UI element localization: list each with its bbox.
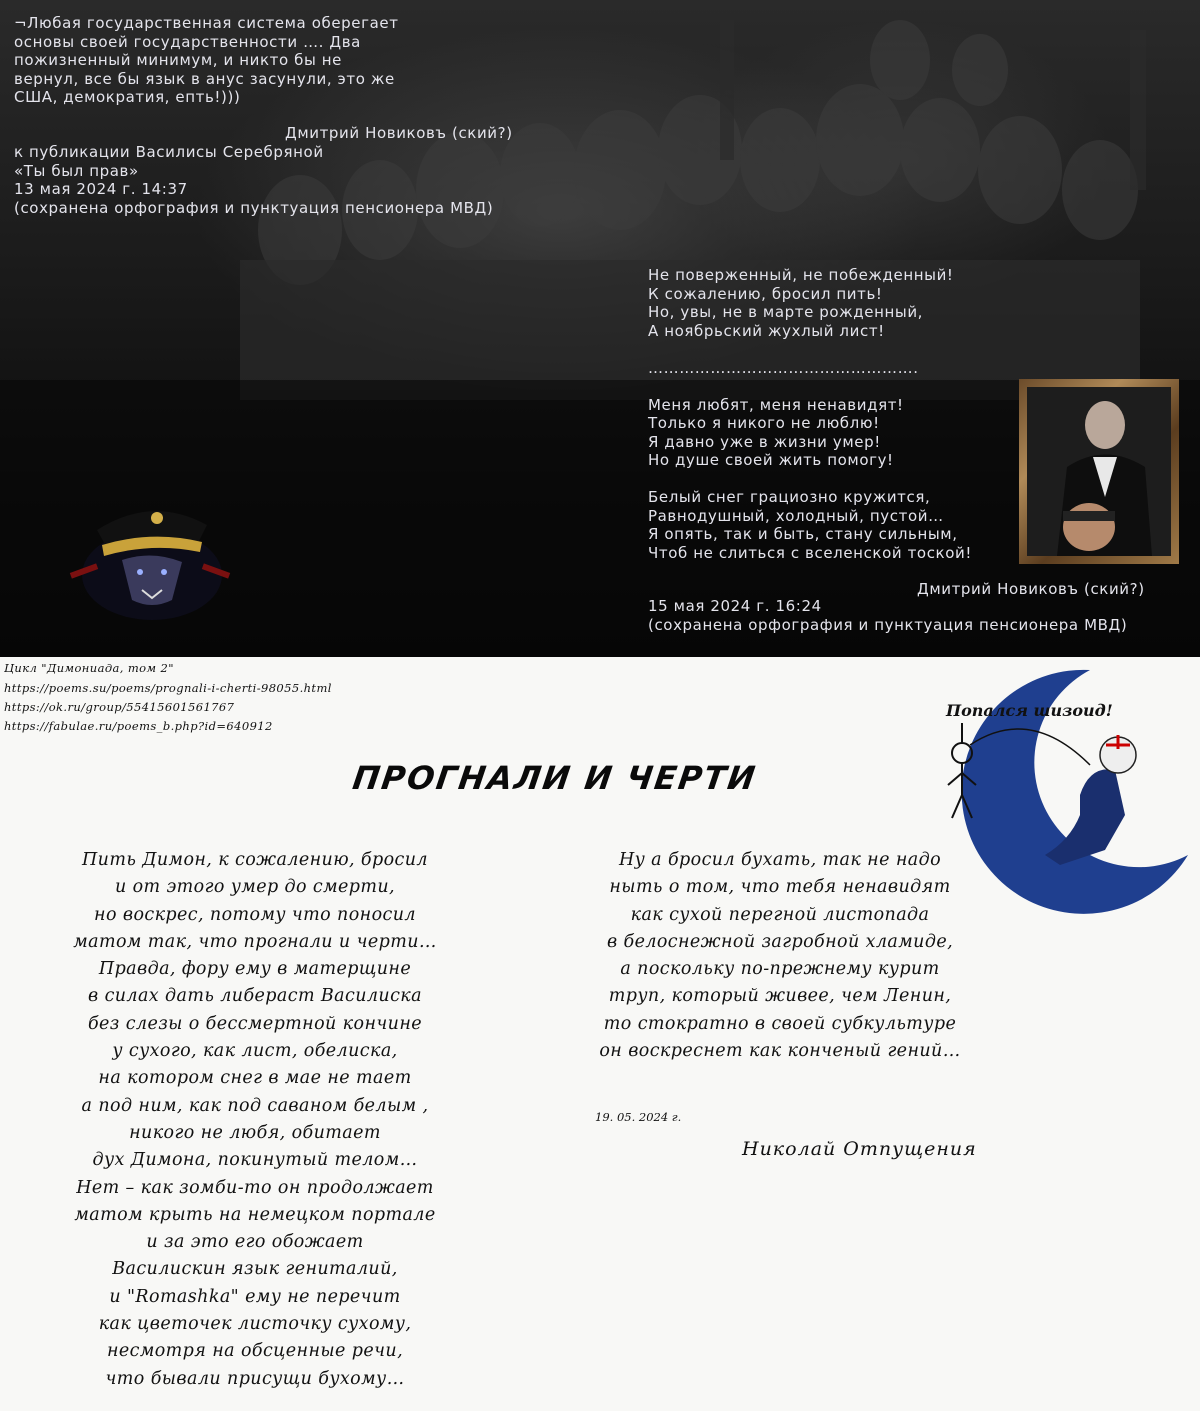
dark-banner xyxy=(0,0,1200,657)
poem-line: ныть о том, что тебя ненавидят xyxy=(609,877,951,898)
poem-line: то стократно в своей субкультуре xyxy=(603,1013,957,1034)
poem-line: но воскрес, потому что поносил xyxy=(94,904,416,925)
poem-line: Ну а бросил бухать, так не надо xyxy=(618,850,942,870)
framed-portrait-icon xyxy=(1019,379,1179,564)
poem-line: а поскольку по-прежнему курит xyxy=(620,959,940,980)
poem-line: дух Димона, покинутый телом… xyxy=(92,1150,418,1171)
poem-line: матом крыть на немецком портале xyxy=(74,1204,436,1225)
poem-line: никого не любя, обитает xyxy=(129,1122,381,1143)
poem-line: и за это его обожает xyxy=(146,1232,364,1253)
poem-line: несмотря на обсценные речи, xyxy=(106,1341,404,1362)
poem-line: Василискин язык гениталий, xyxy=(112,1259,398,1280)
poem-line: как цветочек листочку сухому, xyxy=(98,1314,412,1335)
poem-title: ПРОГНАЛИ И ЧЕРТИ xyxy=(350,759,760,797)
source-link[interactable]: https://poems.su/poems/prognali-i-cherti-98055.html xyxy=(4,681,332,695)
poem-line: на котором снег в мае не тает xyxy=(98,1068,412,1089)
quote-author: Дмитрий Новиковъ (ский?) xyxy=(285,124,513,142)
quote-source: к публикации Василисы Серебряной «Ты был прав» 13 мая 2024 г. 14:37 (сохранена орфография и пунктуация пенсионера МВД) xyxy=(14,143,494,217)
poem-line: в силах дать либераст Василиска xyxy=(88,986,422,1007)
source-link[interactable]: https://ok.ru/group/55415601561767 xyxy=(4,700,235,714)
poem-line: и от этого умер до смерти, xyxy=(114,877,396,898)
cycle-label: Цикл "Димониада, том 2" xyxy=(4,661,174,675)
dark-poem-author: Дмитрий Новиковъ (ский?) xyxy=(917,580,1145,598)
poem-line: труп, который живее, чем Ленин, xyxy=(608,986,952,1007)
poem-author: Николай Отпущения xyxy=(742,1138,977,1160)
poem-left-column xyxy=(40,847,470,1393)
poem-line: что бывали присущи бухому… xyxy=(105,1368,405,1389)
poem-line: у сухого, как лист, обелиска, xyxy=(112,1041,398,1062)
poem-right-column xyxy=(575,847,985,1065)
source-link[interactable]: https://fabulae.ru/poems_b.php?id=640912 xyxy=(4,719,273,733)
dark-poem-date: 15 мая 2024 г. 16:24 (сохранена орфография и пунктуация пенсионера МВД) xyxy=(648,597,1128,634)
poem-line: Нет – как зомби-то он продолжает xyxy=(76,1177,434,1198)
poem-line: матом так, что прогнали и черти… xyxy=(73,931,437,952)
wolf-in-police-cap-icon xyxy=(62,490,232,620)
hanged-stickman-icon xyxy=(942,723,982,823)
moon-caption: Попался шизоид! xyxy=(946,701,1113,720)
dark-poem: Не поверженный, не побежденный! К сожалению, бросил пить! Но, увы, не в марте рожденный, А ноябрьский жухлый лист! ……………………………………………. Меня любят, меня ненавидят! Только я никого не люблю! Я давно уже в жизни умер! Но душе своей жить помогу! Белый снег грациозно кружится, Равнодушный, холодный, пустой… Я опять, так и быть, стану сильным, Чтоб не слиться с вселенской тоской! xyxy=(648,266,972,562)
poem-line: как сухой перегной листопада xyxy=(630,904,930,925)
poem-line: он воскреснет как конченый гений… xyxy=(599,1041,961,1062)
poem-line: без слезы о бессмертной кончине xyxy=(87,1013,423,1034)
poem-date: 19. 05. 2024 г. xyxy=(595,1110,682,1124)
poem-line: Правда, фору ему в матерщине xyxy=(98,959,412,980)
poem-line: Пить Димон, к сожалению, бросил xyxy=(82,850,428,870)
poem-line: и "Romashka" ему не перечит xyxy=(109,1286,401,1307)
poem-page xyxy=(0,657,1200,1411)
poem-line: а под ним, как под саваном белым , xyxy=(81,1095,429,1116)
poem-line: в белоснежной загробной хламиде, xyxy=(606,931,954,952)
quote-text: ¬Любая государственная система оберегает основы своей государственности …. Два пожизненный минимум, и никто бы не вернул, все бы язык в анус засунули, это же США, демократия, епть!))) xyxy=(14,14,399,106)
